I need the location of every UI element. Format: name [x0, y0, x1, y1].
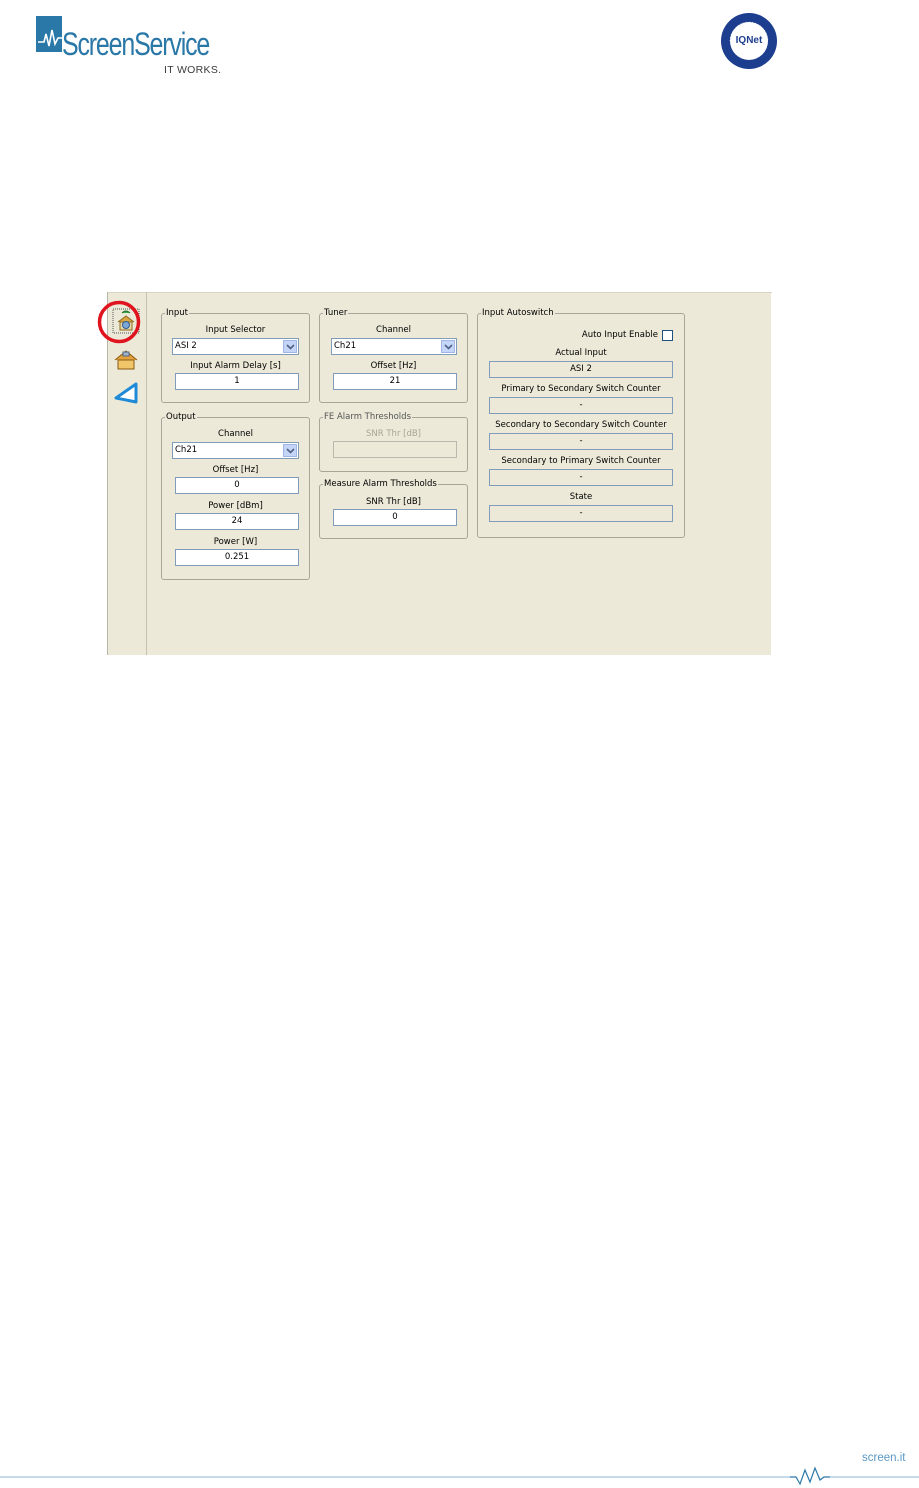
tuner-channel-value: Ch21 [334, 341, 357, 351]
primary-to-secondary-label: Primary to Secondary Switch Counter [501, 384, 661, 394]
input-selector-value: ASI 2 [175, 341, 197, 351]
fe-snr-threshold-label: SNR Thr [dB] [366, 429, 421, 439]
cert-seal-label: IQNet [735, 35, 763, 46]
input-alarm-delay-label: Input Alarm Delay [s] [190, 361, 281, 371]
output-offset-field[interactable]: 0 [175, 477, 299, 494]
input-group-legend: Input [166, 308, 189, 318]
secondary-to-primary-label: Secondary to Primary Switch Counter [501, 456, 661, 466]
tuner-offset-field[interactable]: 21 [333, 373, 457, 390]
output-offset-label: Offset [Hz] [212, 465, 259, 475]
window-top-border [108, 292, 772, 293]
tuner-offset-label: Offset [Hz] [370, 361, 417, 371]
toolbar-triangle-button[interactable] [112, 380, 140, 406]
tuner-channel-label: Channel [376, 325, 411, 335]
iqnet-certification-seal [720, 12, 778, 70]
configuration-window [107, 292, 771, 655]
input-selector-label: Input Selector [205, 325, 266, 335]
dropdown-arrow-icon[interactable] [441, 340, 455, 353]
measure-snr-threshold-field[interactable]: 0 [333, 509, 457, 526]
output-group-legend: Output [166, 412, 196, 422]
output-power-w-label: Power [W] [213, 537, 258, 547]
brand-tagline: IT WORKS. [164, 64, 222, 76]
secondary-to-secondary-label: Secondary to Secondary Switch Counter [495, 420, 667, 430]
auto-input-enable-checkbox[interactable] [662, 330, 673, 341]
footer-url: screen.it [862, 1452, 906, 1464]
toolbar-house-button[interactable] [112, 346, 140, 372]
screenservice-logo [36, 14, 222, 78]
measure-snr-threshold-label: SNR Thr [dB] [366, 497, 421, 507]
house-icon [112, 346, 140, 372]
dropdown-arrow-icon[interactable] [283, 340, 297, 353]
input-alarm-delay-field[interactable]: 1 [175, 373, 299, 390]
actual-input-field: ASI 2 [489, 361, 673, 378]
output-power-dbm-label: Power [dBm] [208, 501, 263, 511]
state-label: State [569, 492, 593, 502]
tuner-channel-dropdown[interactable] [331, 338, 457, 355]
state-field: - [489, 505, 673, 522]
secondary-to-primary-field: - [489, 469, 673, 486]
secondary-to-secondary-field: - [489, 433, 673, 450]
tuner-group-legend: Tuner [324, 308, 348, 318]
output-channel-value: Ch21 [175, 445, 198, 455]
primary-to-secondary-field: - [489, 397, 673, 414]
triangle-icon [112, 380, 140, 406]
selection-highlight-circle [97, 300, 141, 344]
input-selector-dropdown[interactable] [172, 338, 299, 355]
input-autoswitch-legend: Input Autoswitch [482, 308, 554, 318]
fe-alarm-thresholds-legend: FE Alarm Thresholds [324, 412, 411, 422]
left-toolbar [108, 292, 147, 655]
output-channel-dropdown[interactable] [172, 442, 299, 459]
auto-input-enable-label: Auto Input Enable [581, 330, 658, 340]
brand-name: ScreenService [62, 26, 210, 62]
measure-alarm-thresholds-legend: Measure Alarm Thresholds [324, 479, 437, 489]
footer-waveform-line [0, 1466, 919, 1488]
output-channel-label: Channel [218, 429, 253, 439]
output-power-dbm-field[interactable]: 24 [175, 513, 299, 530]
actual-input-label: Actual Input [555, 348, 607, 358]
dropdown-arrow-icon[interactable] [283, 444, 297, 457]
fe-snr-threshold-field [333, 441, 457, 458]
output-power-w-field[interactable]: 0.251 [175, 549, 299, 566]
